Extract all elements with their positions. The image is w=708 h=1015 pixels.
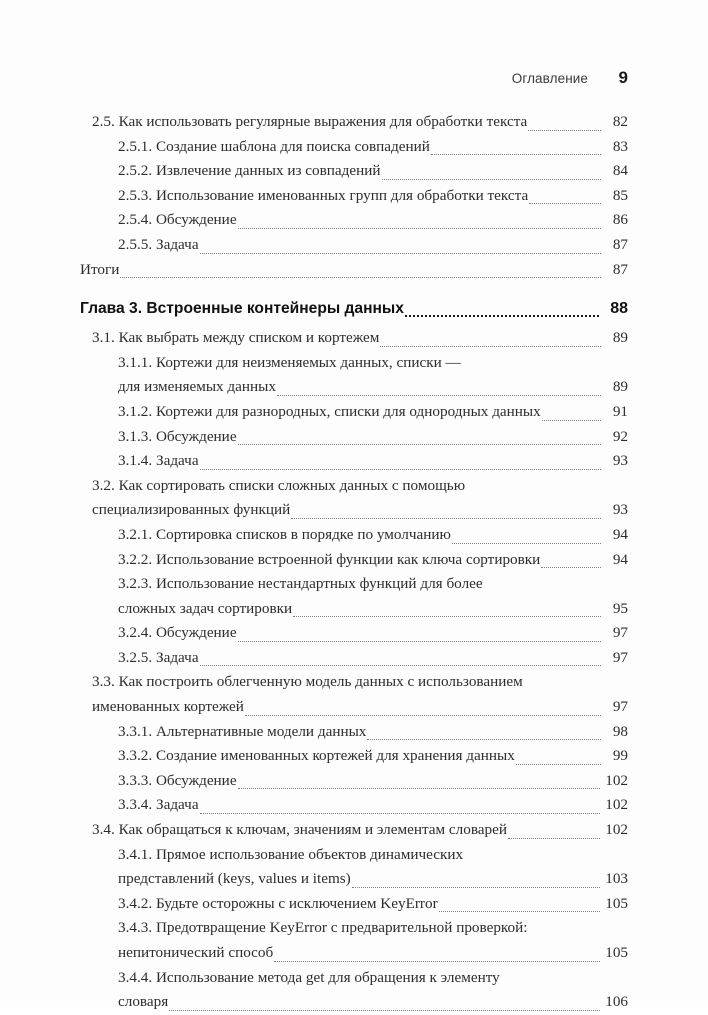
- toc-dot-leader: [508, 837, 600, 839]
- toc-entry-line[interactable]: [118, 351, 628, 376]
- toc-entry-title: Итоги: [80, 260, 120, 278]
- toc-dot-leader: [380, 345, 601, 347]
- toc-entry-title: сложных задач сортировки: [118, 599, 293, 617]
- toc-entry-title: словаря: [118, 993, 169, 1011]
- toc-page-number: 102: [605, 796, 628, 814]
- toc-page-number: 83: [612, 137, 628, 155]
- toc-page-number: 89: [612, 329, 628, 347]
- toc-entry-title: для изменяемых данных: [118, 378, 276, 396]
- toc-dot-leader: [452, 542, 601, 544]
- toc-entry-title: 3.3. Как построить облегченную модель данных с использованием: [92, 673, 523, 691]
- toc-entry-title: 3.2.2. Использование встроенной функции как ключа сортировки: [118, 550, 541, 568]
- toc-entry-title: 3.3.1. Альтернативные модели данных: [118, 722, 367, 740]
- toc-entry-title: 3.1.1. Кортежи для неизменяемых данных, списки —: [118, 353, 461, 371]
- toc-entry[interactable]: [118, 597, 628, 622]
- toc-entry[interactable]: [80, 258, 628, 283]
- toc-entry[interactable]: [118, 425, 628, 450]
- toc-entry-title: 2.5.1. Создание шаблона для поиска совпадений: [118, 137, 430, 155]
- toc-dot-leader: [238, 227, 601, 229]
- toc-dot-leader: [542, 419, 601, 421]
- toc-page-number: 91: [612, 402, 628, 420]
- toc-page-number: 82: [612, 113, 628, 130]
- toc-dot-leader: [293, 615, 601, 617]
- toc-entry-title: 3.2.3. Использование нестандартных функций для более: [118, 575, 483, 593]
- toc-entry[interactable]: [118, 449, 628, 474]
- toc-dot-leader: [352, 886, 600, 888]
- toc-entry-title: 3.1.3. Обсуждение: [118, 427, 237, 445]
- toc-dot-leader: [200, 468, 601, 470]
- toc-entry-title: 2.5.4. Обсуждение: [118, 211, 237, 229]
- toc-entry-title: 3.3.2. Создание именованных кортежей для хранения данных: [118, 747, 515, 765]
- toc-entry-title: специализированных функций: [92, 501, 291, 519]
- toc-entry-line[interactable]: [118, 843, 628, 868]
- toc-entry[interactable]: [118, 208, 628, 233]
- toc-entry-title: 3.2. Как сортировать списки сложных данных с помощью: [92, 476, 466, 494]
- toc-entry[interactable]: [118, 375, 628, 400]
- toc-entry-title: 3.4.4. Использование метода get для обращения к элементу: [118, 968, 500, 986]
- toc-entry-title: 2.5.3. Использование именованных групп для обработки текста: [118, 186, 529, 204]
- toc-page-number: 94: [612, 525, 628, 543]
- toc-page-number: 93: [612, 501, 628, 519]
- toc-dot-leader: [541, 566, 601, 568]
- toc-entry[interactable]: [118, 941, 628, 966]
- toc-dot-leader: [529, 202, 601, 204]
- toc-entry-title: 3.2.5. Задача: [118, 648, 199, 666]
- toc-entry-title: 2.5. Как использовать регулярные выражения для обработки текста: [92, 113, 528, 130]
- toc-entry[interactable]: [92, 110, 628, 135]
- toc-entry-line[interactable]: [118, 966, 628, 991]
- toc-page-number: 87: [612, 235, 628, 253]
- toc-dot-leader: [238, 443, 601, 445]
- toc-dot-leader: [439, 910, 601, 912]
- toc-entry[interactable]: [118, 892, 628, 917]
- toc-page-number: 103: [605, 870, 628, 888]
- toc-page-number: 97: [612, 698, 628, 716]
- toc-page-number: 105: [605, 944, 628, 961]
- toc-dot-leader: [238, 787, 601, 789]
- toc-entry-title: 2.5.2. Извлечение данных из совпадений: [118, 162, 381, 180]
- toc-entry-title: 3.1.4. Задача: [118, 452, 199, 470]
- toc-dot-leader: [405, 314, 599, 317]
- toc-entry-title: представлений (keys, values и items): [118, 870, 351, 888]
- toc-entry[interactable]: [118, 867, 628, 892]
- running-head-title: Оглавление: [511, 71, 588, 86]
- toc-page-number: 102: [605, 821, 628, 839]
- toc-page-number: 99: [612, 747, 628, 765]
- toc-entry[interactable]: [118, 548, 628, 573]
- toc-entry[interactable]: [118, 159, 628, 184]
- toc-page-number: 93: [612, 452, 628, 470]
- toc-entry[interactable]: [118, 744, 628, 769]
- toc-entry[interactable]: [118, 720, 628, 745]
- toc-entry[interactable]: [118, 990, 628, 1015]
- toc-entry-title: 2.5.5. Задача: [118, 235, 199, 253]
- toc-page-number: 87: [612, 260, 628, 278]
- toc-dot-leader: [238, 640, 601, 642]
- section-spacer: [80, 282, 628, 296]
- toc-dot-leader: [200, 664, 601, 666]
- toc-entry[interactable]: [118, 646, 628, 671]
- toc-entry-line[interactable]: [118, 916, 628, 941]
- toc-entry[interactable]: [118, 523, 628, 548]
- toc-entry[interactable]: [118, 793, 628, 818]
- toc-dot-leader: [367, 738, 601, 740]
- toc-page-number: 86: [612, 211, 628, 229]
- toc-entry-title: 3.4.3. Предотвращение KeyError с предварительной проверкой:: [118, 919, 528, 937]
- toc-page-number: 94: [612, 550, 628, 568]
- toc-entry[interactable]: [118, 400, 628, 425]
- toc-entry-title: 3.3.4. Задача: [118, 796, 199, 814]
- toc-dot-leader: [277, 394, 601, 396]
- toc-page-number: 106: [605, 993, 628, 1011]
- toc-dot-leader: [516, 763, 601, 765]
- toc-entry[interactable]: [92, 818, 628, 843]
- toc-entry-title: Глава 3. Встроенные контейнеры данных: [80, 300, 404, 318]
- toc-page-number: 105: [605, 894, 628, 912]
- running-head-page-number: 9: [618, 68, 628, 87]
- toc-entry-line[interactable]: [92, 474, 628, 499]
- toc-dot-leader: [200, 812, 601, 814]
- toc-entry[interactable]: [92, 695, 628, 720]
- toc-entry-title: непитонический способ: [118, 944, 274, 961]
- toc-entry-title: 3.2.1. Сортировка списков в порядке по умолчанию: [118, 525, 451, 543]
- toc-page-number: 95: [612, 599, 628, 617]
- toc-dot-leader: [274, 960, 600, 962]
- toc-dot-leader: [245, 714, 601, 716]
- toc-page-number: 88: [610, 300, 628, 318]
- toc-dot-leader: [431, 153, 601, 155]
- toc-entry-line[interactable]: [118, 572, 628, 597]
- toc-entry-title: именованных кортежей: [92, 698, 244, 716]
- toc-entry[interactable]: [118, 621, 628, 646]
- toc-dot-leader: [528, 129, 601, 131]
- toc-entry[interactable]: [118, 233, 628, 258]
- toc-entry-title: 3.3.3. Обсуждение: [118, 771, 237, 789]
- toc-page-number: 97: [612, 624, 628, 642]
- toc-page-number: 97: [612, 648, 628, 666]
- toc-page-number: 84: [612, 162, 628, 180]
- toc-page-number: 92: [612, 427, 628, 445]
- toc-dot-leader: [382, 178, 602, 180]
- toc-entry[interactable]: [92, 498, 628, 523]
- toc-entry[interactable]: [118, 769, 628, 794]
- toc-entry-title: 3.4. Как обращаться к ключам, значениям и элементам словарей: [92, 821, 508, 839]
- toc-dot-leader: [291, 517, 601, 519]
- toc-page-number: 98: [612, 722, 628, 740]
- toc-page-number: 85: [612, 186, 628, 204]
- toc-entry-title: 3.4.1. Прямое использование объектов динамических: [118, 845, 464, 863]
- toc-entry[interactable]: [118, 135, 628, 160]
- toc-page-number: 89: [612, 378, 628, 396]
- toc-dot-leader: [120, 276, 601, 278]
- toc-entry[interactable]: [118, 184, 628, 209]
- table-of-contents: [80, 110, 628, 1015]
- toc-entry-title: 3.4.2. Будьте осторожны с исключением KeyError: [118, 894, 438, 912]
- toc-page-number: 102: [605, 771, 628, 789]
- running-head: [80, 68, 628, 88]
- toc-entry-title: 3.1.2. Кортежи для разнородных, списки для однородных данных: [118, 402, 541, 420]
- toc-chapter-entry[interactable]: [80, 296, 628, 321]
- toc-entry-title: 3.1. Как выбрать между списком и кортежем: [92, 329, 380, 347]
- toc-entry-title: 3.2.4. Обсуждение: [118, 624, 237, 642]
- toc-dot-leader: [200, 252, 601, 254]
- toc-dot-leader: [169, 1009, 600, 1011]
- toc-entry-line[interactable]: [92, 670, 628, 695]
- toc-entry[interactable]: [92, 326, 628, 351]
